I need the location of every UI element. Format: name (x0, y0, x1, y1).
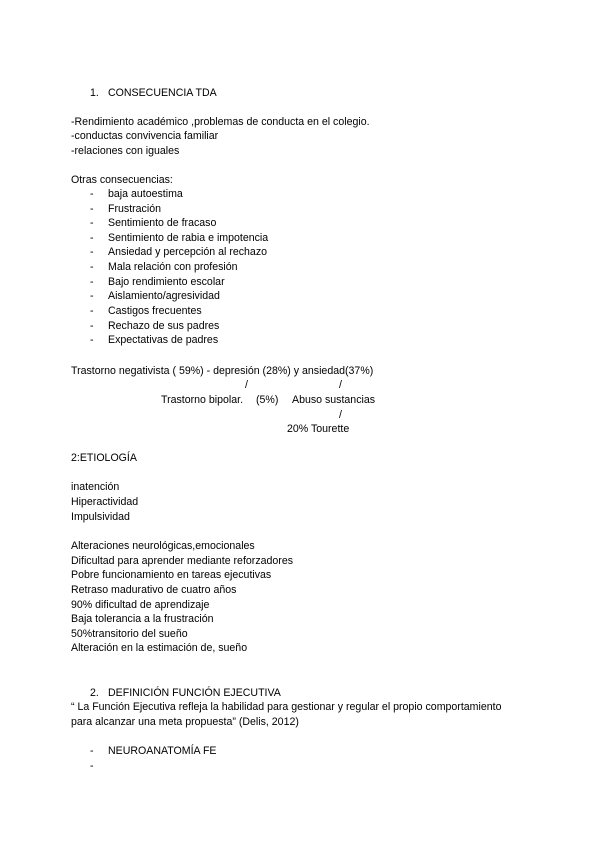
etiology-item: Pobre funcionamiento en tareas ejecutivas (71, 569, 272, 581)
etiology-item: 90% dificultad de aprendizaje (71, 599, 210, 611)
section1-title: CONSECUENCIA TDA (108, 87, 217, 99)
comorbidity-slash: / (339, 379, 342, 391)
list-item: Sentimiento de fracaso (108, 217, 217, 229)
bullet-marker: - (90, 246, 94, 258)
bullet-marker: - (90, 290, 94, 302)
bullet-marker: - (90, 305, 94, 317)
etiology-title: 2:ETIOLOGÍA (71, 452, 137, 464)
bipolar-label: Trastorno bipolar. (161, 394, 244, 406)
substances-label: Abuso sustancias (292, 394, 376, 406)
etiology-item: Alteración en la estimación de, sueño (71, 642, 248, 654)
bipolar-percent: (5%) (256, 394, 279, 406)
list-item: Sentimiento de rabia e impotencia (108, 232, 269, 244)
other-consequences-heading: Otras consecuencias: (71, 174, 173, 186)
list-item: Expectativas de padres (108, 334, 219, 346)
list-item: Aislamiento/agresividad (108, 290, 220, 302)
comorbidity-slash: / (245, 379, 248, 391)
section1-number: 1. (90, 87, 99, 99)
section3-title: DEFINICIÓN FUNCIÓN EJECUTIVA (108, 687, 281, 699)
list-item: Rechazo de sus padres (108, 320, 220, 332)
list-item: baja autoestima (108, 188, 183, 200)
etiology-item: Retraso madurativo de cuatro años (71, 584, 237, 596)
etiology-item: 50%transitorio del sueño (71, 628, 188, 640)
list-item: Ansiedad y percepción al rechazo (108, 246, 268, 258)
etiology-item: Dificultad para aprender mediante reforzadores (71, 555, 294, 567)
bullet-marker: - (90, 232, 94, 244)
definition-quote: para alcanzar una meta propuesta” (Delis, 2012) (71, 716, 299, 728)
core-symptom: inatención (71, 481, 120, 493)
comorbidity-slash: / (339, 409, 342, 421)
core-symptom: Hiperactividad (71, 496, 139, 508)
bullet-marker: - (90, 320, 94, 332)
etiology-item: Alteraciones neurológicas,emocionales (71, 540, 255, 552)
section3-number: 2. (90, 687, 99, 699)
neuroanatomy-heading: NEUROANATOMÍA FE (108, 745, 217, 757)
list-item: Mala relación con profesión (108, 261, 238, 273)
intro-line: -Rendimiento académico ,problemas de conducta en el colegio. (71, 116, 370, 128)
list-item: Bajo rendimiento escolar (108, 276, 225, 288)
list-item: Castigos frecuentes (108, 305, 202, 317)
etiology-item: Baja tolerancia a la frustración (71, 613, 214, 625)
intro-line: -conductas convivencia familiar (71, 130, 219, 142)
intro-line: -relaciones con iguales (71, 145, 180, 157)
list-item: Frustración (108, 203, 161, 215)
bullet-marker: - (90, 203, 94, 215)
bullet-marker: - (90, 276, 94, 288)
comorbidity-line: Trastorno negativista ( 59%) - depresión (28%) y ansiedad(37%) (71, 365, 374, 377)
bullet-marker: - (90, 188, 94, 200)
definition-quote: “ La Función Ejecutiva refleja la habilidad para gestionar y regular el propio comportamiento (71, 701, 502, 713)
tourette-label: 20% Tourette (287, 423, 350, 435)
bullet-marker: - (90, 745, 94, 757)
bullet-marker: - (90, 760, 94, 772)
bullet-marker: - (90, 261, 94, 273)
bullet-marker: - (90, 334, 94, 346)
bullet-marker: - (90, 217, 94, 229)
core-symptom: Impulsividad (71, 511, 130, 523)
